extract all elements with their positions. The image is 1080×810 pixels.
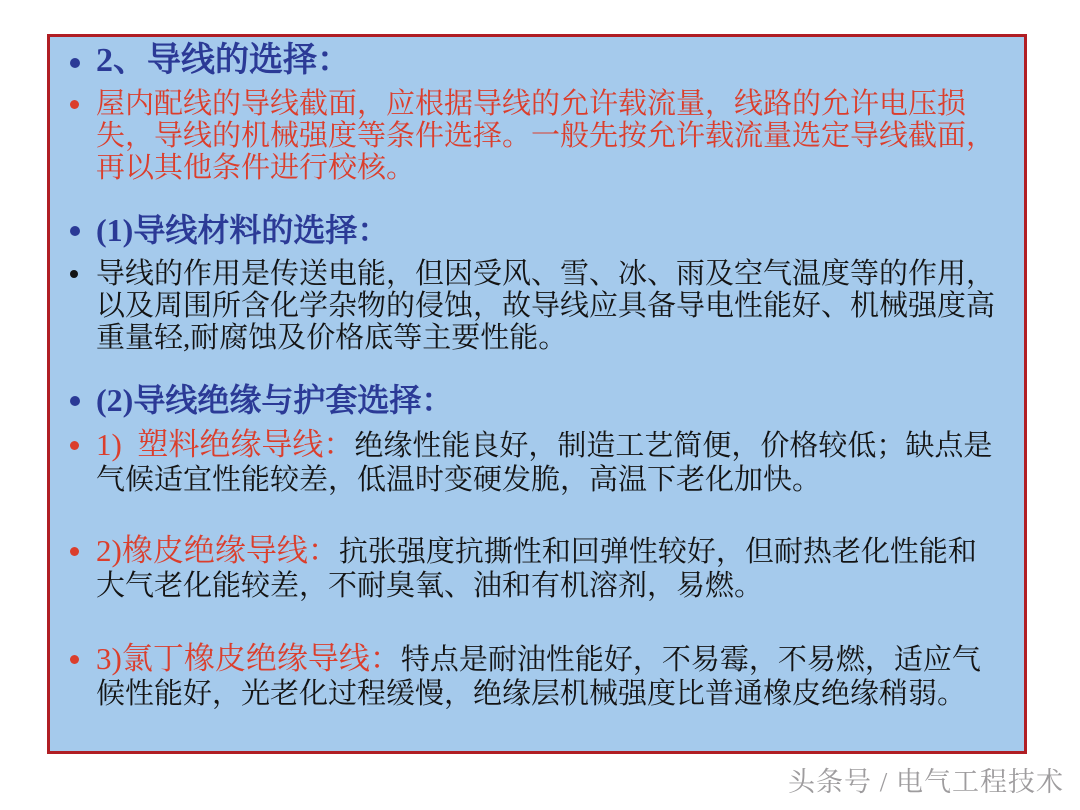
section-1-heading xyxy=(60,212,1004,248)
wire-type-2-text: 抗张强度抗撕性和回弹性较好，但耐热老化性能和大气老化能较差，不耐臭氧、油和有机溶剂，易燃。 xyxy=(96,536,977,602)
intro-paragraph-text: 屋内配线的导线截面，应根据导线的允许载流量，线路的允许电压损失，导线的机械强度等条件选择。一般先按允许载流量选定导线截面，再以其他条件进行校核。 xyxy=(96,88,996,184)
wire-type-2-item xyxy=(60,534,1004,603)
section-2-heading-text: (2)导线绝缘与护套选择： xyxy=(96,382,454,418)
intro-paragraph xyxy=(60,88,1004,184)
section-2-heading xyxy=(60,382,1004,418)
section-1-heading-text: (1)导线材料的选择： xyxy=(96,212,390,248)
wire-type-3-label: 3)氯丁橡皮绝缘导线： xyxy=(96,641,401,676)
bullet-icon xyxy=(70,547,79,556)
wire-type-1-label: 1) 塑料绝缘导线： xyxy=(96,427,355,462)
wire-type-2-label: 2)橡皮绝缘导线： xyxy=(96,533,339,568)
wire-type-3-item xyxy=(60,642,1004,711)
section-1-body-text: 导线的作用是传送电能，但因受风、雪、冰、雨及空气温度等的作用，以及周围所含化学杂物的侵蚀，故导线应具备导电性能好、机械强度高重量轻,耐腐蚀及价格底等主要性能。 xyxy=(96,258,996,354)
wire-type-1-item xyxy=(60,428,1004,497)
watermark: 头条号 / 电气工程技术 xyxy=(787,767,1064,797)
bullet-icon xyxy=(70,396,80,406)
bullet-icon xyxy=(70,270,78,278)
bullet-icon xyxy=(70,100,79,109)
bullet-icon xyxy=(70,58,80,68)
slide-title-text: 2、导线的选择： xyxy=(96,42,351,79)
section-1-body xyxy=(60,258,1004,354)
bullet-icon xyxy=(70,226,80,236)
wire-type-3-text: 特点是耐油性能好，不易霉，不易燃，适应气候性能好，光老化过程缓慢，绝缘层机械强度比普通橡皮绝缘稍弱。 xyxy=(96,644,981,710)
bullet-icon xyxy=(70,441,79,450)
slide xyxy=(47,34,1027,754)
bullet-icon xyxy=(70,655,79,664)
wire-type-1-text: 绝缘性能良好，制造工艺简便，价格较低；缺点是气候适宜性能较差，低温时变硬发脆，高温下老化加快。 xyxy=(96,430,993,496)
slide-title xyxy=(60,42,1004,80)
